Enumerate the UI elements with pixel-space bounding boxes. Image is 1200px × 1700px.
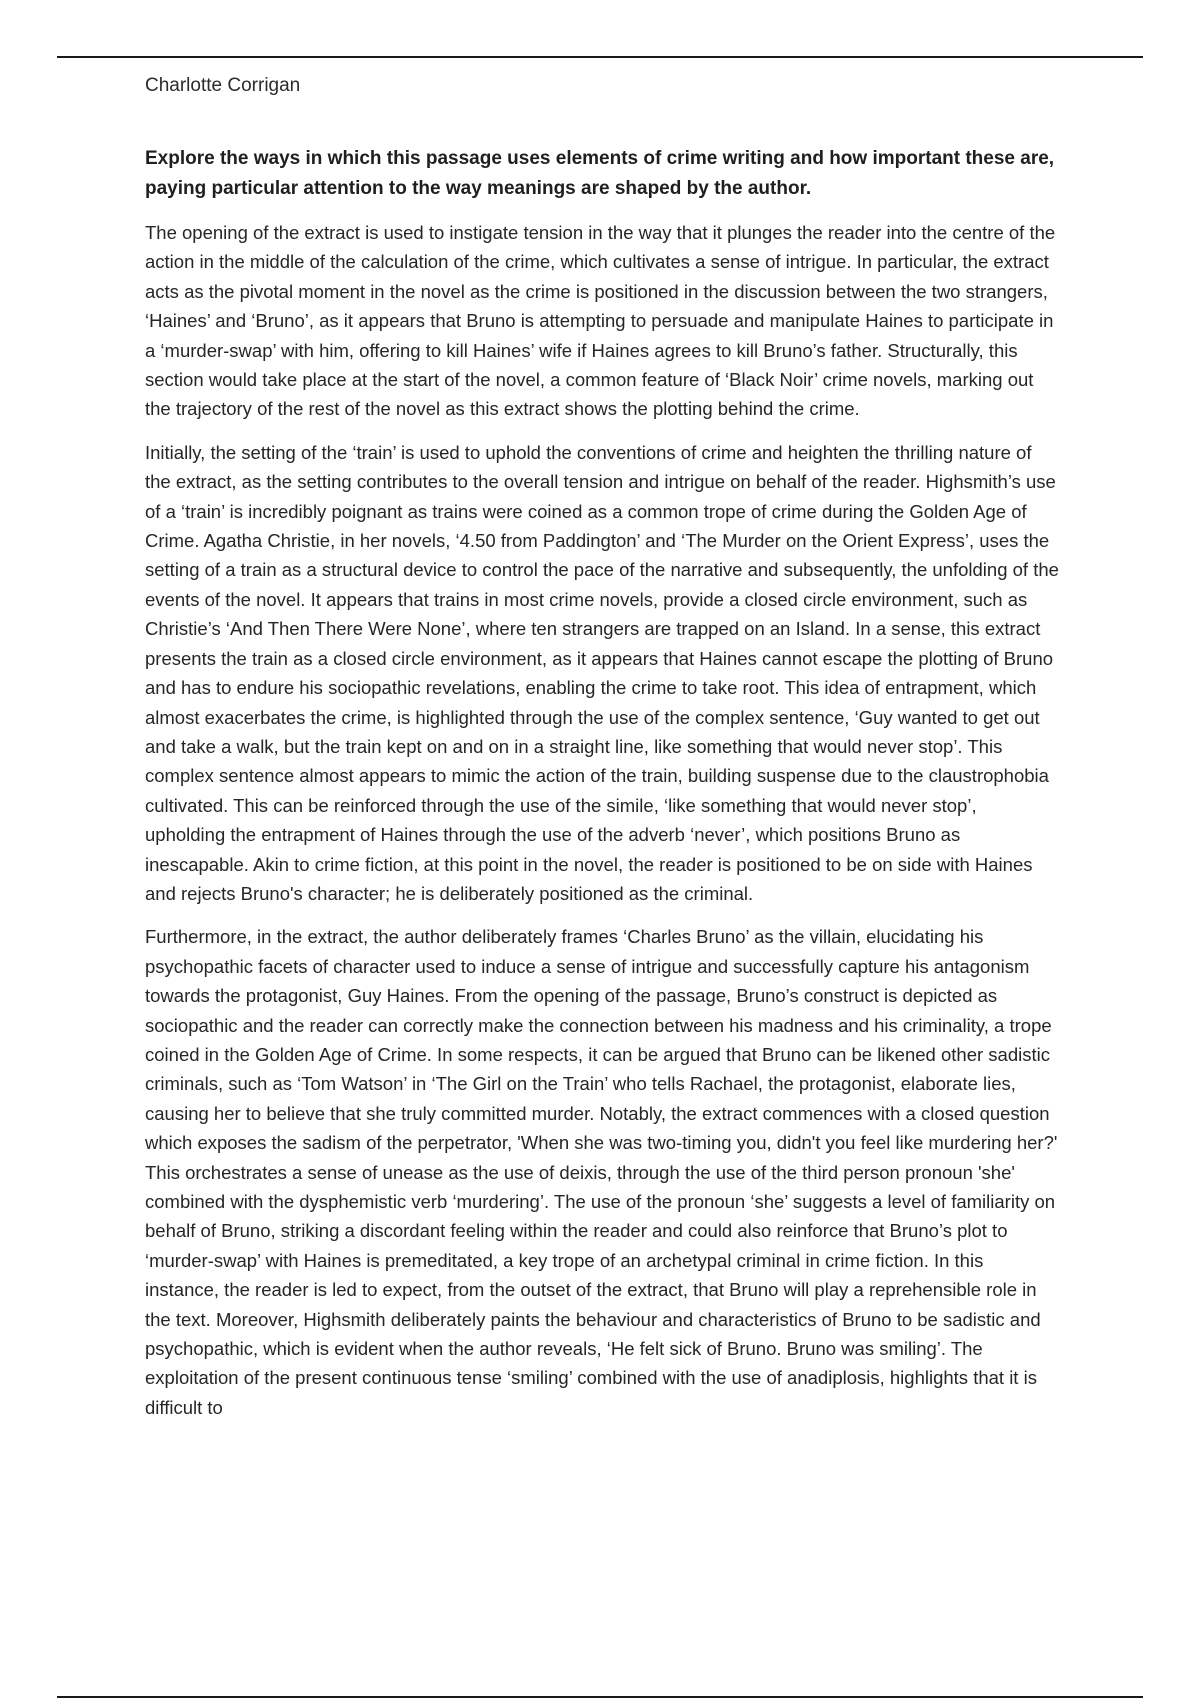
paragraph-1: The opening of the extract is used to instigate tension in the way that it plunges the reader into the centre of the action in the middle of the calculation of the crime, which cultivates a sense of intrigue. In particular, the extract acts as the pivotal moment in the novel as the crime is positioned in the discussion between the two strangers, ‘Haines’ and ‘Bruno’, as it appears that Bruno is attempting to persuade and manipulate Haines to participate in a ‘murder-swap’ with him, offering to kill Haines’ wife if Haines agrees to kill Bruno’s father. Structurally, this section would take place at the start of the novel, a common feature of ‘Black Noir’ crime novels, marking out the trajectory of the rest of the novel as this extract shows the plotting behind the crime. bbox=[145, 222, 1056, 420]
paragraph-2: Initially, the setting of the ‘train’ is used to uphold the conventions of crime and heighten the thrilling nature of the extract, as the setting contributes to the overall tension and intrigue on behalf of the reader. Highsmith’s use of a ‘train’ is incredibly poignant as trains were coined as a common trope of crime during the Golden Age of Crime. Agatha Christie, in her novels, ‘4.50 from Paddington’ and ‘The Murder on the Orient Express’, uses the setting of a train as a structural device to control the pace of the narrative and subsequently, the unfolding of the events of the novel. It appears that trains in most crime novels, provide a closed circle environment, such as Christie’s ‘And Then There Were None’, where ten strangers are trapped on an Island. In a sense, this extract presents the train as a closed circle environment, as it appears that Haines cannot escape the plotting of Bruno and has to endure his sociopathic revelations, enabling the crime to take root. This idea of entrapment, which almost exacerbates the crime, is highlighted through the use of the complex sentence, ‘Guy wanted to get out and take a walk, but the train kept on and on in a straight line, like something that would never stop’. This complex sentence almost appears to mimic the action of the train, building suspense due to the claustrophobia cultivated. This can be reinforced through the use of the simile, ‘like something that would never stop’, upholding the entrapment of Haines through the use of the adverb ‘never’, which positions Bruno as inescapable. Akin to crime fiction, at this point in the novel, the reader is positioned to be on side with Haines and rejects Bruno's character; he is deliberately positioned as the criminal. bbox=[145, 441, 1059, 904]
paragraph-3: Furthermore, in the extract, the author deliberately frames ‘Charles Bruno’ as the villain, elucidating his psychopathic facets of character used to induce a sense of intrigue and successfully capture his antagonism towards the protagonist, Guy Haines. From the opening of the passage, Bruno’s construct is depicted as sociopathic and the reader can correctly make the connection between his madness and his criminality, a trope coined in the Golden Age of Crime. In some respects, it can be argued that Bruno can be likened other sadistic criminals, such as ‘Tom Watson’ in ‘The Girl on the Train’ who tells Rachael, the protagonist, elaborate lies, causing her to believe that she truly committed murder. Notably, the extract commences with a closed question which exposes the sadism of the perpetrator, 'When she was two-timing you, didn't you feel like murdering her?' This orchestrates a sense of unease as the use of deixis, through the use of the third person pronoun 'she' combined with the dysphemistic verb ‘murdering’. The use of the pronoun ‘she’ suggests a level of familiarity on behalf of Bruno, striking a discordant feeling within the reader and could also reinforce that Bruno’s plot to ‘murder-swap’ with Haines is premeditated, a key trope of an archetypal criminal in crime fiction. In this instance, the reader is led to expect, from the outset of the extract, that Bruno will play a reprehensible role in the text. Moreover, Highsmith deliberately paints the behaviour and characteristics of Bruno to be sadistic and psychopathic, which is evident when the author reveals, ‘He felt sick of Bruno. Bruno was smiling’. The exploitation of the present continuous tense ‘smiling’ combined with the use of anadiplosis, highlights that it is difficult to bbox=[145, 926, 1058, 1418]
essay-question: Explore the ways in which this passage uses elements of crime writing and how important these are, paying particular attention to the way meanings are shaped by the author. bbox=[145, 148, 1055, 199]
author-name: Charlotte Corrigan bbox=[145, 75, 301, 96]
footer-rule bbox=[57, 1696, 1143, 1698]
header-rule bbox=[57, 56, 1143, 58]
document-page bbox=[145, 72, 1060, 1436]
